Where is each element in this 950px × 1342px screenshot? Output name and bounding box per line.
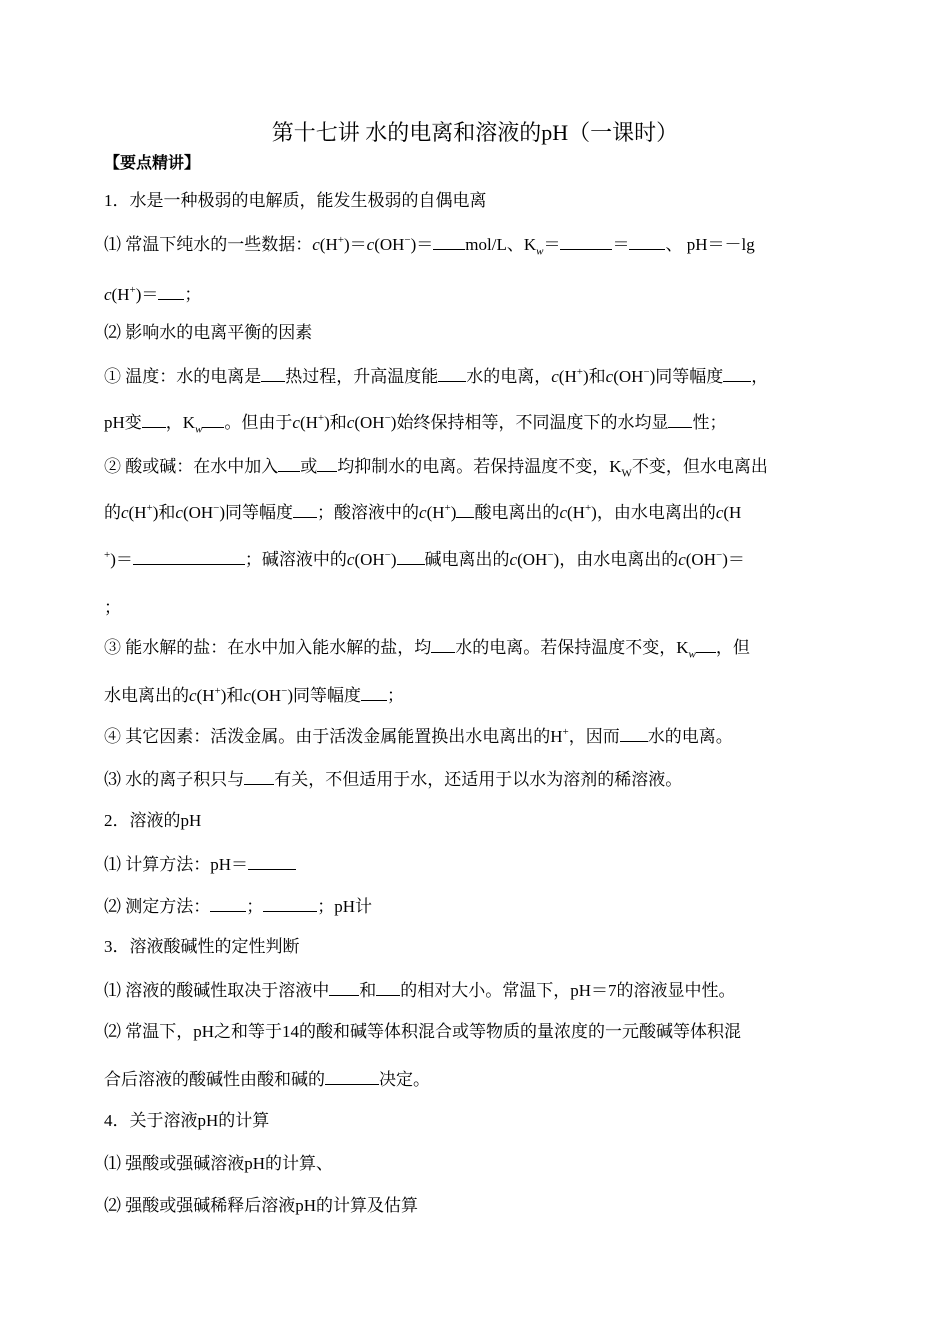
- blank[interactable]: [202, 411, 224, 428]
- blank[interactable]: [431, 636, 455, 653]
- blank[interactable]: [278, 455, 300, 472]
- blank[interactable]: [329, 979, 359, 996]
- s1-acid-line4: ；: [104, 598, 121, 617]
- s3-p3: 合后溶液的酸碱性由酸和碱的 决定。: [104, 1070, 430, 1089]
- s3-p2: ⑵ 常温下，pH之和等于14的酸和碱等体积混合或等物质的量浓度的一元酸碱等体积混: [104, 1022, 742, 1041]
- blank[interactable]: [560, 233, 612, 250]
- blank[interactable]: [133, 548, 245, 565]
- blank[interactable]: [248, 853, 296, 870]
- s1-acid-line1: ② 酸或碱：在水中加入 或 均抑制水的电离。若保持温度不变，$K_W$不变，但水电离出: [104, 457, 768, 480]
- blank[interactable]: [261, 365, 285, 382]
- s3-heading: 3．溶液酸碱性的定性判断: [104, 937, 300, 956]
- s1-temp-line2: pH变 ，$K_w$ 。但由于c(H+)和c(OH−)始终保持相等，不同温度下的水均显 性；: [104, 412, 727, 436]
- blank[interactable]: [456, 501, 474, 518]
- s1-p3: ⑶ 水的离子积只与 有关，不但适用于水，还适用于以水为溶剂的稀溶液。: [104, 770, 683, 789]
- blank[interactable]: [361, 684, 387, 701]
- blank[interactable]: [142, 411, 166, 428]
- blank[interactable]: [438, 365, 466, 382]
- blank[interactable]: [620, 725, 648, 742]
- blank[interactable]: [668, 411, 692, 428]
- s4-p1: ⑴ 强酸或强碱溶液pH的计算、: [104, 1154, 334, 1173]
- blank[interactable]: [293, 501, 317, 518]
- blank[interactable]: [696, 636, 716, 653]
- blank[interactable]: [263, 895, 317, 912]
- s1-salt-line1: ③ 能水解的盐：在水中加入能水解的盐，均 水的电离。若保持温度不变，$K_w$ ，但: [104, 638, 750, 661]
- s1-other-line: ④ 其它因素：活泼金属。由于活泼金属能置换出水电离出的H+，因而 水的电离。: [104, 726, 733, 746]
- s4-heading: 4．关于溶液pH的计算: [104, 1111, 270, 1130]
- blank[interactable]: [244, 768, 274, 785]
- s2-heading: 2．溶液的pH: [104, 811, 202, 830]
- s1-acid-line2: 的c(H+)和c(OH−)同等幅度 ；酸溶液中的c(H+) 酸电离出的c(H+)，由水电离出的c(H: [104, 502, 742, 522]
- s1-p1-line2: c(H+)＝ ；: [104, 284, 202, 304]
- s1-acid-line3: +)＝ ；碱溶液中的c(OH−) 碱电离出的c(OH−)，由水电离出的c(OH−)＝: [104, 549, 745, 569]
- s2-measure: ⑵ 测定方法： ； ；pH计: [104, 897, 373, 916]
- blank[interactable]: [397, 548, 425, 565]
- s3-p1: ⑴ 溶液的酸碱性取决于溶液中 和 的相对大小。常温下，pH＝7的溶液显中性。: [104, 981, 736, 1000]
- s1-p2: ⑵ 影响水的电离平衡的因素: [104, 323, 313, 342]
- blank[interactable]: [325, 1068, 379, 1085]
- s1-temp-line1: ① 温度：水的电离是 热过程，升高温度能 水的电离，c(H+)和c(OH−)同等幅度 ，: [104, 366, 769, 386]
- blank[interactable]: [317, 455, 337, 472]
- s4-p2: ⑵ 强酸或强碱稀释后溶液pH的计算及估算: [104, 1196, 419, 1215]
- blank[interactable]: [158, 283, 184, 300]
- s1-heading: 1．水是一种极弱的电解质，能发生极弱的自偶电离: [104, 191, 487, 210]
- page-title: 第十七讲 水的电离和溶液的pH（一课时）: [271, 120, 679, 145]
- blank[interactable]: [433, 233, 465, 250]
- section-heading: 【要点精讲】: [104, 153, 201, 172]
- s1-p1-line: ⑴ 常温下纯水的一些数据：c(H+)＝c(OH−)＝ mol/L、$K_w=$ ＝ 、 pH＝－lg: [104, 234, 755, 258]
- blank[interactable]: [629, 233, 665, 250]
- s1-salt-line2: 水电离出的c(H+)和c(OH−)同等幅度 ；: [104, 685, 405, 705]
- blank[interactable]: [210, 895, 246, 912]
- blank[interactable]: [376, 979, 400, 996]
- blank[interactable]: [723, 365, 751, 382]
- s2-calc: ⑴ 计算方法：pH＝: [104, 853, 296, 876]
